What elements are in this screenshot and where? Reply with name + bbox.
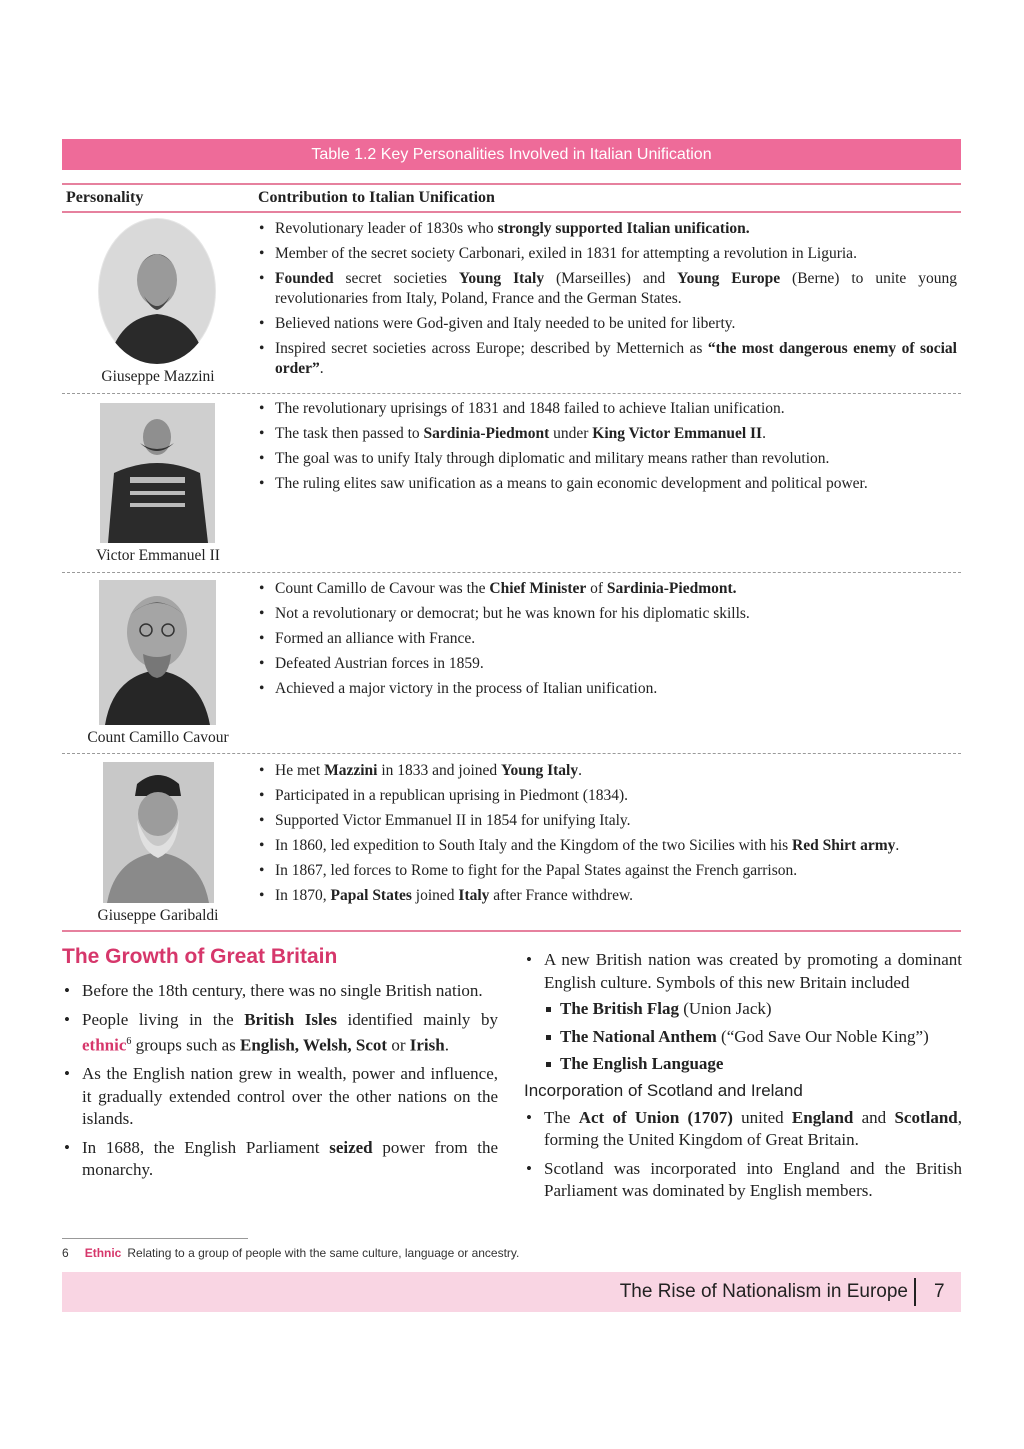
- caption-cavour: Count Camillo Cavour: [87, 729, 229, 746]
- table-top-rule: [62, 183, 961, 185]
- portrait-mazzini: [98, 218, 216, 364]
- list-item: • Revolutionary leader of 1830s who strongly supported Italian unification.: [257, 219, 957, 239]
- row-mazzini-points: [257, 219, 957, 384]
- britain-left-column: [62, 980, 498, 1188]
- page-number: 7: [934, 1281, 945, 1302]
- table-header-rule: [62, 211, 961, 213]
- list-item: • The revolutionary uprisings of 1831 and 1848 failed to achieve Italian unification.: [257, 399, 957, 419]
- list-item: • The ruling elites saw unification as a means to gain economic development and political power.: [257, 474, 957, 494]
- list-item: • As the English nation grew in wealth, power and influence, it gradually extended control over the other nations on the islands.: [62, 1063, 498, 1131]
- table-bottom-rule: [62, 930, 961, 932]
- britain-symbols-list: [524, 998, 962, 1076]
- incorporation-points: [524, 1107, 962, 1203]
- list-item: • Formed an alliance with France.: [257, 629, 957, 649]
- caption-garibaldi: Giuseppe Garibaldi: [97, 907, 219, 924]
- list-item: • In 1867, led forces to Rome to fight for the Papal States against the French garrison.: [257, 861, 957, 881]
- list-item: • The Act of Union (1707) united England and Scotland, forming the United Kingdom of Great Britain.: [524, 1107, 962, 1152]
- list-item: • Achieved a major victory in the process of Italian unification.: [257, 679, 957, 699]
- list-item: • In 1688, the English Parliament seized power from the monarchy.: [62, 1137, 498, 1182]
- list-item: • In 1870, Papal States joined Italy after France withdrew.: [257, 886, 957, 906]
- list-item: • Count Camillo de Cavour was the Chief Minister of Sardinia-Piedmont.: [257, 579, 957, 599]
- list-item: • In 1860, led expedition to South Italy and the Kingdom of the two Sicilies with his Red Shirt army.: [257, 836, 957, 856]
- portrait-garibaldi: [103, 762, 214, 903]
- row-separator: [62, 393, 961, 394]
- list-item: • Before the 18th century, there was no single British nation.: [62, 980, 498, 1003]
- list-item: • Scotland was incorporated into England and the British Parliament was dominated by English members.: [524, 1158, 962, 1203]
- header-contribution: Contribution to Italian Unification: [258, 189, 495, 206]
- table-title: Table 1.2 Key Personalities Involved in Italian Unification: [62, 139, 961, 170]
- britain-left-points: [62, 980, 498, 1182]
- footnote-term: Ethnic: [84, 1246, 122, 1260]
- list-item: • Believed nations were God-given and Italy needed to be united for liberty.: [257, 314, 957, 334]
- portrait-victor-emmanuel: [100, 403, 215, 543]
- row-garibaldi-points: [257, 761, 957, 911]
- list-item: The National Anthem (“God Save Our Noble King”): [524, 1026, 962, 1049]
- list-item: • A new British nation was created by promoting a dominant English culture. Symbols of this new Britain included: [524, 949, 962, 994]
- portrait-cavour: [99, 580, 216, 725]
- list-item: • He met Mazzini in 1833 and joined Young Italy.: [257, 761, 957, 781]
- subheading-incorporation: Incorporation of Scotland and Ireland: [524, 1080, 803, 1100]
- list-item: • People living in the British Isles identified mainly by ethnic$^6$ groups such as English, Welsh, Scot or Irish.: [62, 1009, 498, 1058]
- list-item: The English Language: [524, 1053, 962, 1076]
- row-cavour-points: [257, 579, 957, 704]
- row-separator: [62, 753, 961, 754]
- list-item: The British Flag (Union Jack): [524, 998, 962, 1021]
- row-separator: [62, 572, 961, 573]
- list-item: • Supported Victor Emmanuel II in 1854 for unifying Italy.: [257, 811, 957, 831]
- header-personality: Personality: [66, 189, 144, 206]
- footnote-text: Relating to a group of people with the same culture, language or ancestry.: [127, 1246, 520, 1260]
- caption-mazzini: Giuseppe Mazzini: [101, 368, 215, 385]
- footnote-rule: [62, 1238, 248, 1239]
- britain-right-column: [524, 949, 962, 1209]
- footnote: [62, 1246, 519, 1260]
- caption-victor-emmanuel: Victor Emmanuel II: [96, 547, 220, 564]
- list-item: • Not a revolutionary or democrat; but he was known for his diplomatic skills.: [257, 604, 957, 624]
- list-item: • Defeated Austrian forces in 1859.: [257, 654, 957, 674]
- footnote-number: 6: [62, 1246, 69, 1260]
- list-item: • Founded secret societies Young Italy (Marseilles) and Young Europe (Berne) to unite young revolutionaries from Italy, Poland, France and the German States.: [257, 269, 957, 309]
- footer-title: The Rise of Nationalism in Europe: [619, 1281, 908, 1302]
- list-item: • The goal was to unify Italy through diplomatic and military means rather than revolution.: [257, 449, 957, 469]
- list-item: • Inspired secret societies across Europe; described by Metternich as “the most dangerous enemy of social order”.: [257, 339, 957, 379]
- britain-right-intro: [524, 949, 962, 994]
- footer-divider: [914, 1278, 916, 1306]
- section-heading-britain: The Growth of Great Britain: [62, 945, 338, 968]
- list-item: • The task then passed to Sardinia-Piedmont under King Victor Emmanuel II.: [257, 424, 957, 444]
- row-victor-emmanuel-points: [257, 399, 957, 499]
- list-item: • Participated in a republican uprising in Piedmont (1834).: [257, 786, 957, 806]
- list-item: • Member of the secret society Carbonari, exiled in 1831 for attempting a revolution in Liguria.: [257, 244, 957, 264]
